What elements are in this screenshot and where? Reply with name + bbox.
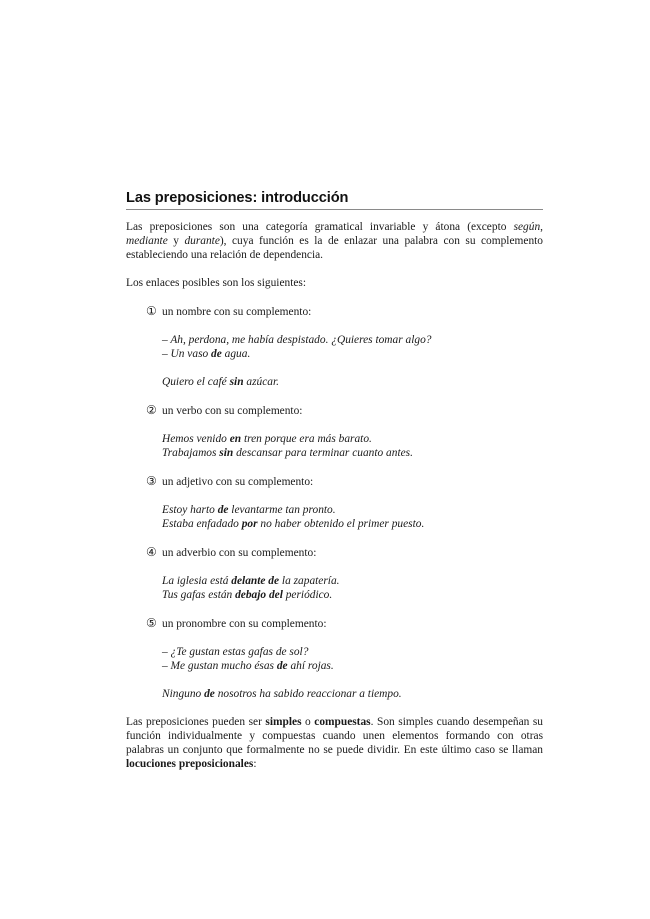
closing-text: Las preposiciones pueden ser [126,716,266,728]
case-label: un adjetivo con su complemento: [162,476,314,488]
preposition-highlight: en [229,433,242,445]
closing-paragraph [126,715,543,771]
circled-number-icon: ② [146,403,157,417]
case-examples [162,574,543,602]
case-label: un verbo con su complemento: [162,405,303,417]
case-item-adverb [146,545,543,602]
closing-text: . Son simples cuando desempeñan su función individualmente y compuestas cuando unen elementos formando con otras palabras un conjunto que formalmente no se puede dividir. En este último caso se llaman [126,716,544,756]
closing-text: : [253,758,257,770]
preposition-highlight: de [217,504,229,516]
case-label: un nombre con su complemento: [162,306,312,318]
term-locuciones-preposicionales: locuciones preposicionales [126,758,254,770]
example-line: La iglesia está delante de la zapatería. [162,575,340,587]
case-header [146,474,543,489]
case-item-noun [146,304,543,389]
circled-number-icon: ③ [146,474,157,488]
example-line: – ¿Te gustan estas gafas de sol? [162,646,309,658]
case-item-verb [146,403,543,460]
example-line: – Ah, perdona, me había despistado. ¿Quieres tomar algo? [162,334,432,346]
intro-example-segun: según [513,221,541,233]
preposition-highlight: de [211,348,222,360]
preposition-highlight: delante de [231,575,280,587]
circled-number-icon: ⑤ [146,616,157,630]
example-line: Tus gafas están debajo del periódico. [162,589,333,601]
example-line: Estoy harto de levantarme tan pronto. [162,504,336,516]
intro-example-mediante: mediante [126,235,168,247]
preposition-highlight: de [276,660,288,672]
preposition-highlight: de [204,688,215,700]
example-line: – Un vaso de agua. [162,348,251,360]
example-line: – Me gustan mucho ésas de ahí rojas. [162,660,334,672]
intro-text: ), cuya función es la de enlazar una palabra con su complemento estableciendo una relación de dependencia. [126,235,544,261]
circled-number-icon: ④ [146,545,157,559]
intro-paragraph [126,220,543,262]
case-header [146,304,543,319]
spacer [162,673,543,687]
spacer [162,361,543,375]
circled-number-icon: ① [146,304,157,318]
intro-text: , [540,221,543,233]
case-item-adjective [146,474,543,531]
section-heading: Las preposiciones: introducción [126,190,543,210]
example-line: Ninguno de nosotros ha sabido reaccionar a tiempo. [162,688,402,700]
case-examples [162,645,543,701]
term-simples: simples [265,716,302,728]
lead-paragraph: Los enlaces posibles son los siguientes: [126,277,307,289]
case-header [146,403,543,418]
case-item-pronoun [146,616,543,701]
closing-text: o [301,716,315,728]
term-compuestas: compuestas [314,716,371,728]
example-line: Hemos venido en tren porque era más barato. [162,433,372,445]
case-examples [162,503,543,531]
intro-text: y [167,235,185,247]
case-label: un pronombre con su complemento: [162,618,327,630]
case-label: un adverbio con su complemento: [162,547,317,559]
preposition-highlight: debajo del [235,589,283,601]
intro-example-durante: durante [184,235,220,247]
case-examples [162,432,543,460]
preposition-highlight: sin [229,376,244,388]
document-page [126,190,543,771]
example-line: Quiero el café sin azúcar. [162,376,279,388]
example-line: Estaba enfadado por no haber obtenido el primer puesto. [162,518,425,530]
preposition-highlight: sin [219,447,234,459]
case-header [146,616,543,631]
example-line: Trabajamos sin descansar para terminar cuanto antes. [162,447,413,459]
intro-text: Las preposiciones son una categoría gramatical invariable y átona (excepto [126,221,514,233]
case-examples [162,333,543,389]
case-header [146,545,543,560]
preposition-highlight: por [241,518,258,530]
